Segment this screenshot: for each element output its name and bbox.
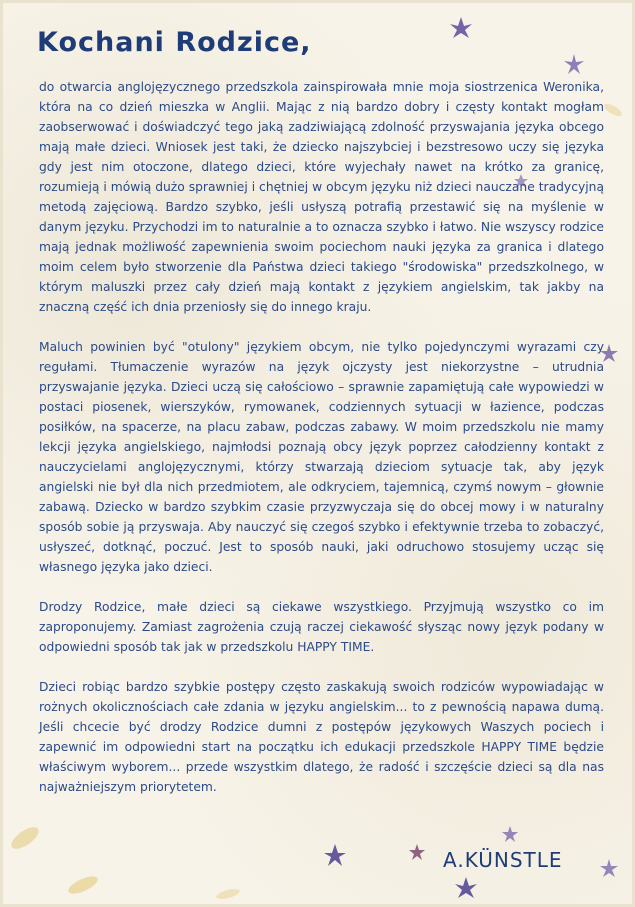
greeting-heading: Kochani Rodzice, — [37, 27, 312, 58]
paragraph: Drodzy Rodzice, małe dzieci są ciekawe wszystkiego. Przyjmują wszystko co im zaproponujemy. Zamiast zagrożenia czują raczej ciekawość słysząc nowy język podany w odpowiedni sposób tak jak w przedszkolu HAPPY TIME. — [39, 600, 604, 654]
yellow-petal-icon — [5, 818, 45, 858]
purple-flower-icon — [323, 843, 347, 867]
paragraph: do otwarcia anglojęzycznego przedszkola zainspirowała mnie moja siostrzenica Weronika, która na co dzień mieszka w Anglii. Mając z nią bardzo dobry i częsty kontakt mogłam zaobserwować i doświadczyć tego jaką zadziwiającą zdolność przyswajania języka obcego mają małe dzieci. Wniosek jest taki, że dziecko najszybciej i bezstresowo uczy się języka gdy jest nim otoczone, dlatego dzieci, które wyjechały nawet na krótko za granicę, rozumieją i mówią dużo sprawniej i chętniej w obcym języku niż dzieci nauczane tradycyjną metodą zajęciową. Bardzo szybko, jeśli usłyszą potrafią przestawić się na myślenie w danym języku. Przychodzi im to naturalnie a to oznacza szybko i łatwo. Nie wszyscy rodzice mają jednak możliwość zapewnienia swoim pociechom nauki języka za granica i dlatego moim celem było stworzenie dla Państwa dzieci takiego "środowiska" przedszkolnego, w którym maluszki przez cały dzień mają kontakt z językiem angielskim, tak jakby na znaczną część ich dnia przeniosły się do innego kraju. — [39, 80, 604, 314]
purple-flower-icon — [453, 875, 479, 901]
purple-flower-icon — [599, 858, 619, 878]
purple-flower-icon — [501, 825, 519, 843]
yellow-petal-icon — [213, 883, 243, 905]
paragraph: Dzieci robiąc bardzo szybkie postępy często zaskakują swoich rodziców wypowiadając w rożnych okolicznościach całe zdania w języku angielskim... to z pewnością napawa dumą. Jeśli chcecie być drodzy Rodzice dumni z postępów językowych Waszych pociech i zapewnić im odpowiedni start na początku ich edukacji przedszkole HAPPY TIME będzie właściwym wyborem... przede wszystkim dlatego, że radość i szczęście dzieci są dla nas najważniejszym priorytetem. — [39, 680, 604, 794]
paragraph: Maluch powinien być "otulony" językiem obcym, nie tylko pojedynczymi wyrazami czy regułami. Tłumaczenie wyrazów na język ojczysty jest niekorzystne – utrudnia przyswajanie języka. Dzieci uczą się całościowo – sprawnie zapamiętują całe wypowiedzi w postaci piosenek, wierszyków, rymowanek, codziennych sytuacji w łazience, podczas posiłków, na spacerze, na placu zabaw, podczas zabawy. W moim przedszkolu nie mamy lekcji języka angielskiego, najmłodsi poznają obcy język poprzez całodzienny kontakt z nauczycielami anglojęzycznymi, którzy stwarzają dzieciom sytuacje tak, aby język angielski nie był dla nich przedmiotem, ale odkryciem, tajemnicą, czymś nowym – głownie zabawą. Dziecko w bardzo szybkim czasie przyzwyczaja się do obcej mowy i w naturalny sposób sobie ją przyswaja. Aby nauczyć się czegoś szybko i efektywnie trzeba to zobaczyć, usłyszeć, dotknąć, poczuć. Jest to sposób nauki, jaki odruchowo stosujemy ucząc się własnego języka jako dzieci. — [39, 340, 604, 574]
signature: A.KÜNSTLE — [443, 848, 563, 872]
purple-flower-icon — [408, 843, 426, 861]
yellow-petal-icon — [601, 98, 625, 122]
purple-flower-icon — [448, 15, 474, 41]
letter-body — [39, 77, 604, 817]
yellow-petal-icon — [63, 868, 103, 902]
purple-flower-icon — [563, 53, 585, 75]
